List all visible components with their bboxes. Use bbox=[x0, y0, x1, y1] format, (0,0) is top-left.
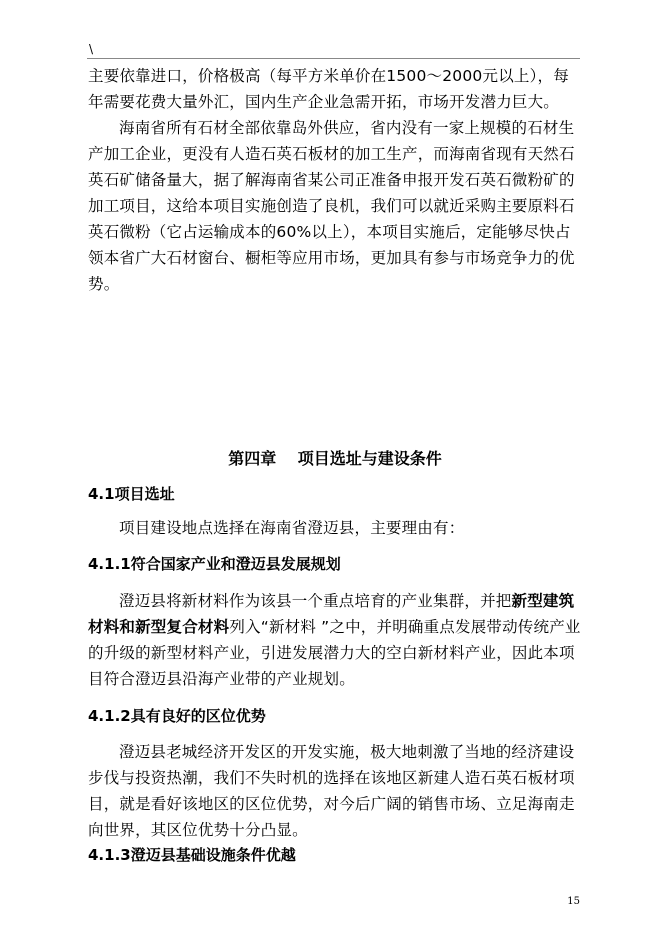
chapter-title: 第四章 项目选址与建设条件 bbox=[228, 449, 442, 468]
page-number: 15 bbox=[567, 896, 580, 907]
section-heading-4-1: 4.1项目选址 bbox=[88, 485, 175, 503]
bold-new-materials: 新型建筑材料和新型复合材料 bbox=[88, 592, 575, 636]
paragraph-hainan-supply: 海南省所有石材全部依靠岛外供应，省内没有一家上规模的石材生产加工企业，更没有人造石英石板材的加工生产，而海南省现有天然石英石矿储备量大，据了解海南省某公司正准备申报开发石英石微粉矿的加工项目，这给本项目实施创造了良机，我们可以就近采购主要原料石英石微粉（它占运输成本的60%以上），本项目实施后，定能够尽快占领本省广大石材窗台、橱柜等应用市场，更加具有参与市场竞争力的优势。 bbox=[88, 119, 575, 293]
section-heading-4-1-1: 4.1.1符合国家产业和澄迈县发展规划 bbox=[88, 555, 341, 573]
section-heading-4-1-3: 4.1.3澄迈县基础设施条件优越 bbox=[88, 846, 296, 864]
paragraph-site-choice: 项目建设地点选择在海南省澄迈县，主要理由有： bbox=[119, 519, 465, 537]
section-heading-4-1-2: 4.1.2具有良好的区位优势 bbox=[88, 707, 266, 725]
paragraph-location-advantage: 澄迈县老城经济开发区的开发实施，极大地刺激了当地的经济建设步伐与投资热潮，我们不失时机的选择在该地区新建人造石英石板材项目，就是看好该地区的区位优势，对今后广阔的销售市场、立足海南走向世界，其区位优势十分凸显。 bbox=[88, 743, 575, 839]
paragraph-development-plan bbox=[88, 588, 582, 692]
paragraph-development-plan-part1: 澄迈县将新材料作为该县一个重点培育的产业集群，并把 bbox=[119, 592, 512, 610]
header-rule bbox=[87, 58, 580, 59]
header-mark: \ bbox=[89, 42, 94, 56]
paragraph-import-cost: 主要依靠进口，价格极高（每平方米单价在1500～2000元以上），每年需要花费大量外汇，国内生产企业急需开拓，市场开发潜力巨大。 bbox=[88, 67, 569, 111]
paragraph-development-plan-part2: 列入“新材料 ”之中，并明确重点发展带动传统产业的升级的新型材料产业，引进发展潜力大的空白新材料产业，因此本项目符合澄迈县沿海产业带的产业规划。 bbox=[88, 618, 581, 688]
